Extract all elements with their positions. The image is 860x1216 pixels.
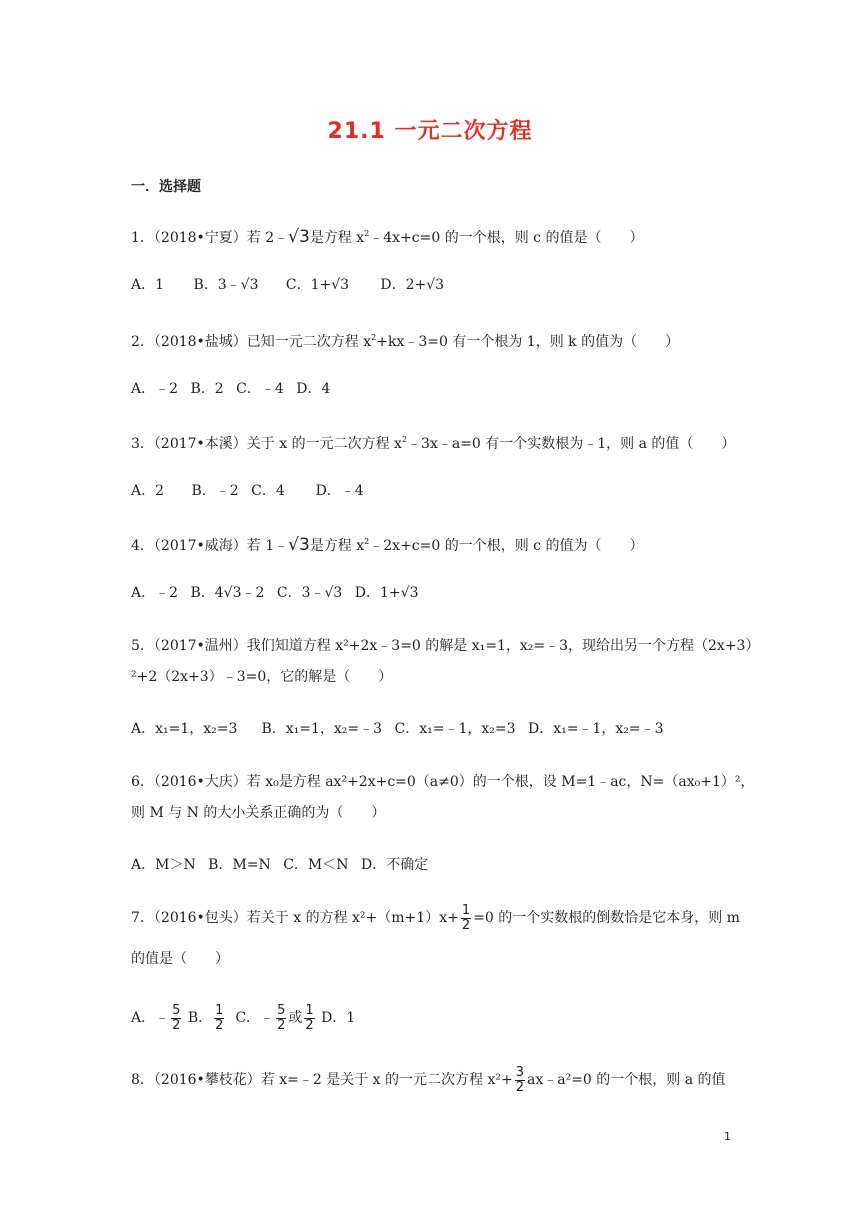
option-d: D．1 <box>321 1010 356 1026</box>
option-b: B．2 <box>190 381 224 397</box>
question-5-options <box>131 720 750 738</box>
section-heading: 一．选择题 <box>131 179 201 195</box>
sqrt-expression: √3 <box>288 227 310 247</box>
option-d: D．2+√3 <box>380 277 445 293</box>
question-7-cont: 的值是（ ） <box>131 951 229 967</box>
page-number: 1 <box>724 1130 731 1143</box>
question-3: 3．（2017•本溪）关于 x 的一元二次方程 $x^2﹣3x﹣a=0$ 有一个实数根为﹣1，则 a 的值（ ） <box>131 435 736 452</box>
question-5: 5．（2017•温州）我们知道方程 x²+2x﹣3=0 的解是 x₁=1，x₂=﹣3，现给出另一个方程（2x+3） <box>131 638 760 654</box>
question-8: 8．（2016•攀枝花）若 x=﹣2 是关于 x 的一元二次方程 x²+ $\frac{3}{2}$ ax﹣a²=0 的一个根，则 a 的值 <box>131 1064 726 1095</box>
option-a: A．2 <box>131 483 165 499</box>
option-a: A．﹣ $\frac{5}{2}$ <box>131 1002 181 1033</box>
option-b: B．M=N <box>208 857 271 873</box>
question-1: 1．（2018•宁夏）若 2﹣√3是方程 $x^2﹣4x+c=0$ 的一个根，则 c 的值是（ ） <box>131 227 644 247</box>
question-2-options <box>131 380 750 398</box>
question-2: 2．（2018•盐城）已知一元二次方程 $x^2+kx﹣3=0$ 有一个根为 1，则 k 的值为（ ） <box>131 333 680 350</box>
option-c: C．4 <box>251 483 285 499</box>
fraction-five-halves: $\frac{5}{2}$ <box>277 1002 286 1033</box>
option-c: C．3﹣√3 <box>276 585 343 601</box>
option-b: B．3﹣√3 <box>193 277 259 293</box>
option-a: A．x₁=1，x₂=3 <box>131 721 238 737</box>
question-7: 7．（2016•包头）若关于 x 的方程 x²+（m+1）x+ $\frac{1}{2}$ =0 的一个实数根的倒数恰是它本身，则 m <box>131 902 740 933</box>
question-1-options <box>131 276 750 294</box>
fraction-three-halves: $\frac{3}{2}$ <box>515 1064 524 1095</box>
option-b: B．x₁=1，x₂=﹣3 <box>261 721 383 737</box>
option-b: B． $\frac{1}{2}$ <box>187 1002 224 1033</box>
option-d: D．﹣4 <box>315 483 364 499</box>
option-d: D．x₁=﹣1，x₂=﹣3 <box>527 721 664 737</box>
option-b: B．4√3﹣2 <box>190 585 265 601</box>
option-a: A．M＞N <box>131 857 196 873</box>
fraction-five-halves: $\frac{5}{2}$ <box>172 1002 181 1033</box>
fraction-half: $\frac{1}{2}$ <box>461 902 471 933</box>
question-6: 6．（2016•大庆）若 x₀是方程 ax²+2x+c=0（a≠0）的一个根，设 M=1﹣ac，N=（ax₀+1）²， <box>131 774 755 790</box>
question-6-cont: 则 M 与 N 的大小关系正确的为（ ） <box>131 805 386 821</box>
sqrt-expression: √3 <box>288 535 310 555</box>
question-4-options <box>131 584 750 602</box>
option-d: D．4 <box>296 381 331 397</box>
option-a: A．1 <box>131 277 165 293</box>
option-a: A．﹣2 <box>131 585 179 601</box>
question-7-options <box>131 1002 750 1034</box>
question-3-options <box>131 482 750 500</box>
fraction-half: $\frac{1}{2}$ <box>215 1002 224 1033</box>
option-c: C．﹣4 <box>236 381 284 397</box>
option-d: D．不确定 <box>360 857 429 873</box>
option-b: B．﹣2 <box>191 483 239 499</box>
option-a: A．﹣2 <box>131 381 179 397</box>
page-title: 21.1 一元二次方程 <box>327 119 533 144</box>
option-c: C．﹣ $\frac{5}{2}$ 或 $\frac{1}{2}$ <box>235 1002 314 1033</box>
question-4: 4．（2017•威海）若 1﹣√3是方程 $x^2﹣2x+c=0$ 的一个根，则 c 的值为（ ） <box>131 535 644 555</box>
option-c: C．1+√3 <box>285 277 350 293</box>
question-5-cont: ²+2（2x+3）﹣3=0，它的解是（ ） <box>131 669 393 685</box>
fraction-half: $\frac{1}{2}$ <box>305 1002 314 1033</box>
question-6-options <box>131 856 750 874</box>
option-c: C．x₁=﹣1，x₂=3 <box>394 721 516 737</box>
option-d: D．1+√3 <box>354 585 419 601</box>
option-c: C．M＜N <box>283 857 349 873</box>
